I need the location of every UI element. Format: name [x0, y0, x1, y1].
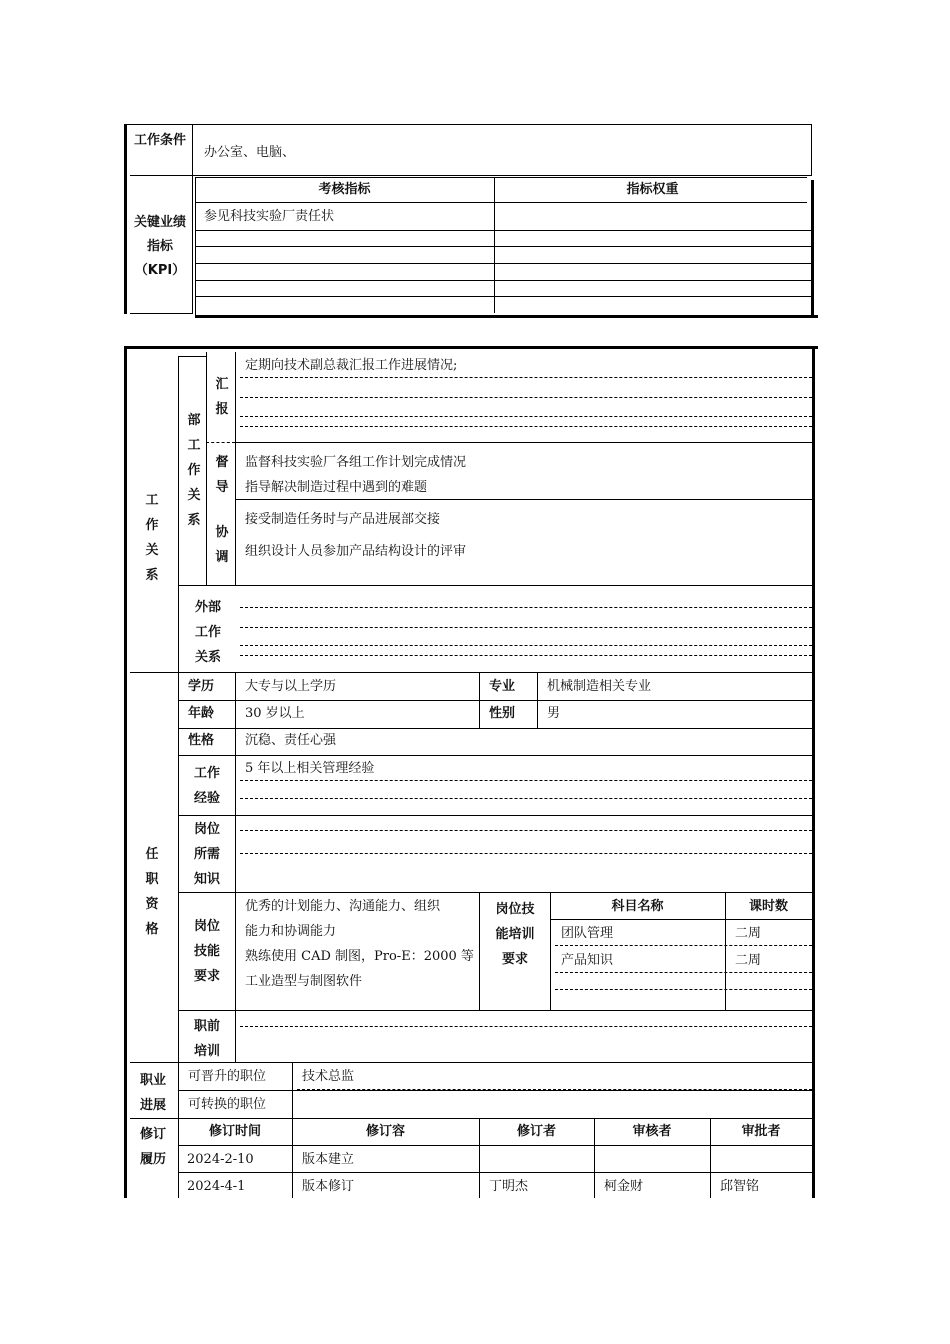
work-conditions-label: 工作条件: [134, 133, 187, 148]
revision-header-date: 修订时间: [208, 1124, 261, 1139]
skills-text-3: 熟练使用 CAD 制图，Pro-E：2000 等: [245, 949, 474, 964]
training-label: 岗位技能培训要求: [495, 902, 535, 967]
gender-label: 性别: [489, 706, 516, 721]
coordinate-label: 协调: [215, 525, 229, 565]
revision-header-checker: 审核者: [632, 1124, 672, 1139]
course-hours: 二周: [735, 953, 762, 968]
revision-checker: 柯金财: [604, 1179, 644, 1194]
skills-label: 岗位技能要求: [193, 919, 220, 984]
course-name: 产品知识: [561, 953, 614, 968]
kpi-header-weight: 指标权重: [626, 182, 679, 197]
skills-text-1: 优秀的计划能力、沟通能力、组织: [245, 899, 441, 914]
education-value: 大专与以上学历: [245, 679, 337, 694]
work-conditions-value: 办公室、电脑、: [204, 145, 296, 160]
revision-label: 修订履历: [139, 1127, 166, 1167]
internal-relations-label: 部工作关系: [187, 413, 201, 528]
major-label: 专业: [489, 679, 516, 694]
revision-approver: 邱智铭: [720, 1179, 760, 1194]
age-value: 30 岁以上: [245, 706, 305, 721]
skills-text-2: 能力和协调能力: [245, 924, 337, 939]
knowledge-label: 岗位所需知识: [193, 822, 220, 887]
revision-reviser: 丁明杰: [489, 1179, 529, 1194]
kpi-label: 关键业绩指标（KPI）: [134, 215, 187, 278]
hours-header: 课时数: [748, 899, 788, 914]
transfer-label: 可转换的职位: [188, 1097, 267, 1112]
supervise-text-2: 指导解决制造过程中遇到的难题: [245, 480, 428, 495]
age-label: 年龄: [188, 706, 215, 721]
promote-label: 可晋升的职位: [188, 1069, 267, 1084]
revision-content: 版本修订: [302, 1179, 355, 1194]
relations-label: 工作关系: [145, 493, 159, 583]
gender-value: 男: [547, 706, 561, 721]
supervise-label: 督导: [215, 455, 229, 495]
course-hours: 二周: [735, 926, 762, 941]
report-label: 汇报: [215, 377, 229, 417]
experience-value: 5 年以上相关管理经验: [245, 761, 375, 776]
revision-header-reviser: 修订者: [516, 1124, 556, 1139]
revision-header-content: 修订容: [365, 1124, 405, 1139]
external-relations-label: 外部工作关系: [194, 600, 221, 665]
revision-date: 2024-4-1: [187, 1179, 246, 1194]
education-label: 学历: [188, 679, 215, 694]
kpi-row-1: 参见科技实验厂责任状: [204, 209, 335, 224]
personality-label: 性格: [188, 733, 215, 748]
personality-value: 沉稳、责任心强: [245, 733, 337, 748]
revision-content: 版本建立: [302, 1152, 355, 1167]
revision-header-approver: 审批者: [741, 1124, 781, 1139]
kpi-header-indicator: 考核指标: [318, 182, 371, 197]
experience-label: 工作经验: [193, 766, 220, 806]
career-label: 职业进展: [139, 1073, 166, 1113]
promote-value: 技术总监: [302, 1069, 355, 1084]
course-header: 科目名称: [611, 899, 664, 914]
qualifications-label: 任职资格: [145, 847, 159, 937]
revision-date: 2024-2-10: [187, 1152, 254, 1167]
supervise-text-1: 监督科技实验厂各组工作计划完成情况: [245, 455, 467, 470]
report-text: 定期向技术副总裁汇报工作进展情况;: [245, 358, 458, 373]
course-name: 团队管理: [561, 926, 614, 941]
skills-text-4: 工业造型与制图软件: [245, 974, 363, 989]
pre-training-label: 职前培训: [193, 1019, 220, 1059]
major-value: 机械制造相关专业: [547, 679, 652, 694]
coordinate-text-2: 组织设计人员参加产品结构设计的评审: [245, 544, 467, 559]
coordinate-text-1: 接受制造任务时与产品进展部交接: [245, 512, 441, 527]
